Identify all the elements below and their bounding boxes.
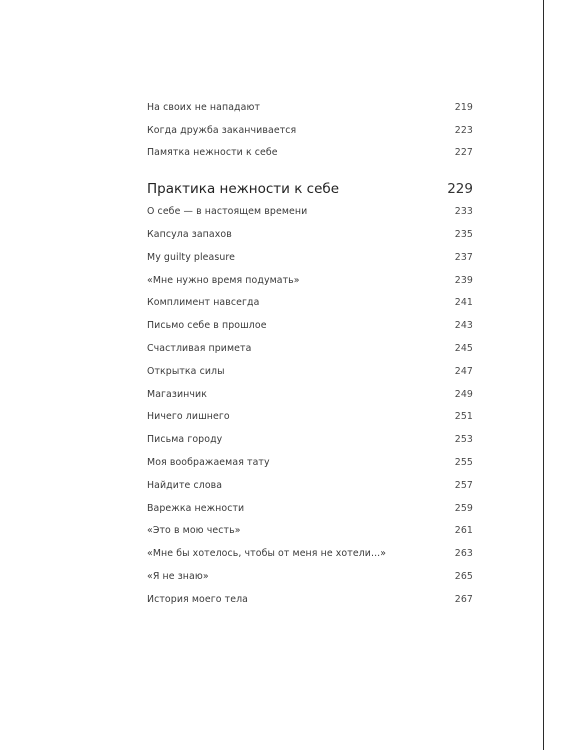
toc-entry-page-number: 223	[454, 124, 473, 136]
toc-entry-page-number: 263	[454, 548, 473, 560]
toc-group-before	[147, 96, 473, 164]
toc-entry-page-number: 237	[454, 251, 473, 263]
toc-entry-title: Открытка силы	[147, 365, 225, 377]
toc-entry-title: My guilty pleasure	[147, 251, 236, 263]
toc-entry-title: История моего тела	[147, 593, 249, 605]
toc-entry	[147, 119, 473, 142]
toc-entry	[147, 337, 473, 360]
toc-entry	[147, 200, 473, 223]
toc-entry	[147, 223, 473, 246]
toc-entry	[147, 246, 473, 269]
toc-entry-page-number: 251	[454, 411, 473, 423]
toc-section-page-number: 229	[447, 181, 473, 198]
toc-entry-title: Найдите слова	[147, 479, 223, 491]
toc-entry-page-number: 235	[454, 229, 473, 241]
toc-entry	[147, 383, 473, 406]
toc-entry	[147, 96, 473, 119]
toc-entry-page-number: 267	[454, 593, 473, 605]
table-of-contents	[147, 96, 473, 611]
toc-entry	[147, 542, 473, 565]
toc-entry-page-number: 245	[454, 343, 473, 355]
toc-entry-title: «Мне бы хотелось, чтобы от меня не хотели...»	[147, 548, 387, 560]
toc-entry	[147, 142, 473, 165]
toc-entry-page-number: 241	[454, 297, 473, 309]
toc-entry-title: Комплимент навсегда	[147, 297, 260, 309]
toc-entry-title: «Я не знаю»	[147, 571, 209, 583]
toc-entry-title: Когда дружба заканчивается	[147, 124, 297, 136]
toc-entry	[147, 428, 473, 451]
toc-entry	[147, 520, 473, 543]
toc-entry-title: Памятка нежности к себе	[147, 147, 278, 159]
toc-entry	[147, 565, 473, 588]
toc-entry-title: Магазинчик	[147, 388, 208, 400]
toc-entry-title: Письма городу	[147, 434, 223, 446]
toc-entry-page-number: 249	[454, 388, 473, 400]
toc-entry-page-number: 219	[454, 101, 473, 113]
toc-entry-title: На своих не нападают	[147, 101, 261, 113]
toc-entry-title: «Мне нужно время подумать»	[147, 274, 300, 286]
toc-entry-title: Капсула запахов	[147, 229, 232, 241]
toc-entry	[147, 451, 473, 474]
toc-entry-title: Письмо себе в прошлое	[147, 320, 267, 332]
toc-entry-page-number: 247	[454, 365, 473, 377]
toc-entry	[147, 269, 473, 292]
toc-entry-page-number: 259	[454, 502, 473, 514]
toc-entry	[147, 497, 473, 520]
toc-entry	[147, 474, 473, 497]
toc-entry	[147, 314, 473, 337]
toc-entry-page-number: 253	[454, 434, 473, 446]
toc-entry-title: Ничего лишнего	[147, 411, 230, 423]
toc-entry	[147, 588, 473, 611]
toc-section-title: Практика нежности к себе	[147, 181, 340, 198]
toc-entry-page-number: 239	[454, 274, 473, 286]
toc-entry-page-number: 227	[454, 147, 473, 159]
toc-group-after	[147, 200, 473, 610]
toc-entry-title: Варежка нежности	[147, 502, 245, 514]
toc-entry-title: «Это в мою честь»	[147, 525, 241, 537]
toc-entry-title: Счастливая примета	[147, 343, 252, 355]
toc-entry	[147, 292, 473, 315]
toc-entry-page-number: 257	[454, 479, 473, 491]
toc-entry-page-number: 255	[454, 457, 473, 469]
toc-entry-page-number: 261	[454, 525, 473, 537]
toc-entry-page-number: 265	[454, 571, 473, 583]
toc-entry-page-number: 243	[454, 320, 473, 332]
toc-entry-title: О себе — в настоящем времени	[147, 206, 308, 218]
toc-entry	[147, 360, 473, 383]
toc-entry	[147, 406, 473, 429]
toc-entry-title: Моя воображаемая тату	[147, 457, 270, 469]
toc-section-heading	[147, 178, 473, 200]
toc-entry-page-number: 233	[454, 206, 473, 218]
